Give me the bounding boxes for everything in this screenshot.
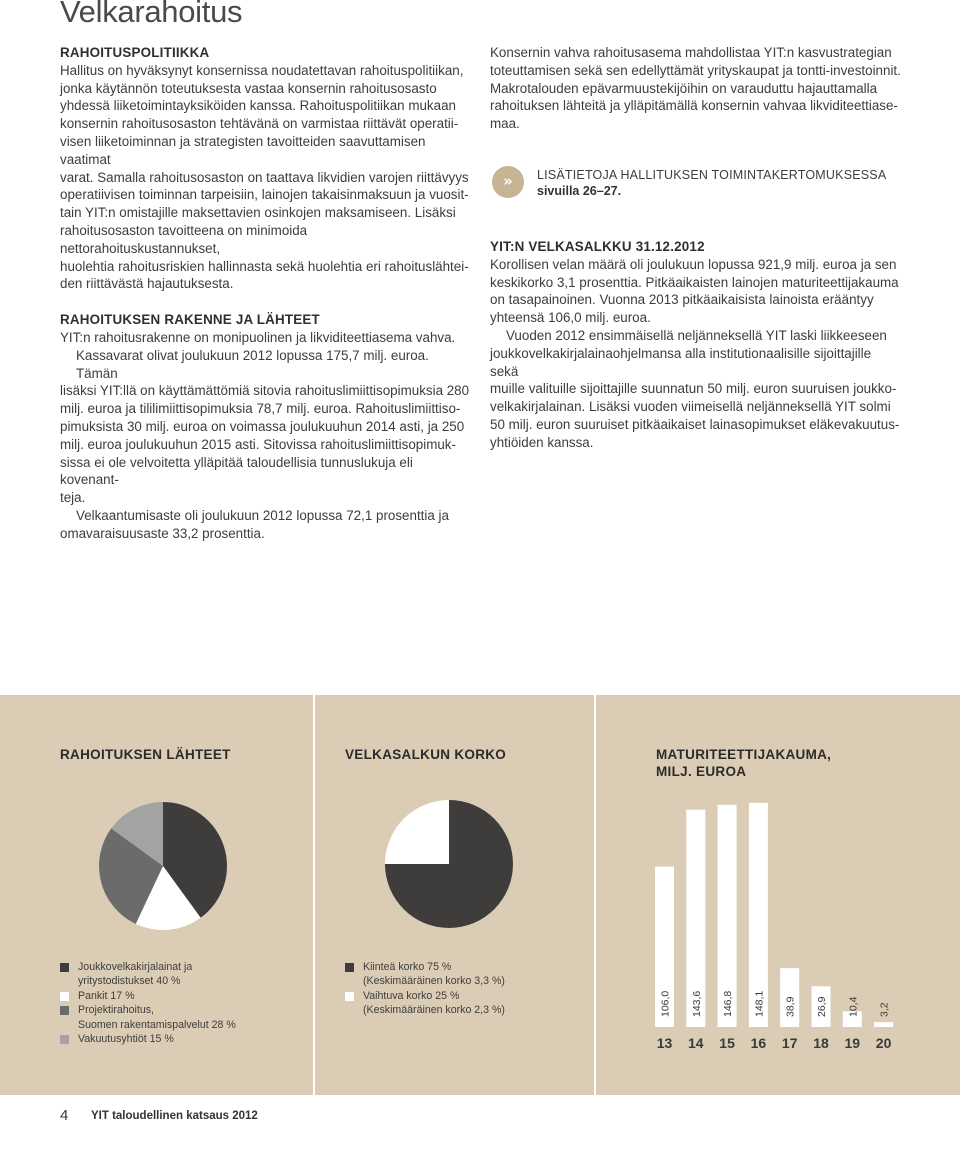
text-line: milj. euroa ja tililimiittisopimuksia 78,7 milj. euroa. Rahoituslimiittiso-	[60, 401, 461, 417]
text-line: tain YIT:n omistajille maksettavien osinkojen maksamiseen. Lisäksi	[60, 205, 456, 221]
legend-item	[60, 1003, 236, 1032]
text-line: konsernin rahoitusosaston tehtävänä on varmistaa riittävät operatii-	[60, 116, 459, 132]
text-line: on tasapainoinen. Vuonna 2013 pitkäaikaisista lainoista erääntyy	[490, 292, 874, 308]
chart-title-rahoituksen-lahteet: RAHOITUKSEN LÄHTEET	[60, 747, 231, 762]
legend-swatch	[60, 1035, 69, 1044]
text-line: rahoitusosaston tavoitteena on minimoida nettorahoituskustannukset,	[60, 222, 308, 256]
section-heading-velkasalkku: YIT:N VELKASALKKU 31.12.2012	[490, 239, 705, 254]
chart-divider	[594, 695, 596, 1095]
legend-text: Vakuutusyhtiöt 15 %	[78, 1033, 174, 1046]
bar-category-label: 13	[656, 1035, 673, 1051]
legend-item	[345, 960, 505, 989]
legend-text: Projektirahoitus,	[78, 1004, 154, 1017]
bar-value-label: 148,1	[753, 990, 766, 1017]
bar-chart-maturiteettijakauma	[645, 790, 905, 1060]
paragraph-rahoituspolitiikka	[60, 62, 470, 293]
bar-category-label: 19	[844, 1035, 861, 1051]
bar-category-label: 17	[781, 1035, 798, 1051]
paragraph-rahoitusrakenne	[60, 329, 470, 507]
more-info-label: LISÄTIETOJA HALLITUKSEN TOIMINTAKERTOMUKSESSA	[537, 168, 887, 182]
text-line: rahoituksen lähteitä ja ylläpitämällä konsernin vahvaa likviditeettiase-	[490, 98, 898, 114]
legend-item	[345, 989, 505, 1018]
chart-title-maturiteettijakauma	[656, 746, 831, 780]
section-heading-rahoituksen-rakenne: RAHOITUKSEN RAKENNE JA LÄHTEET	[60, 312, 320, 328]
bar-value-label: 38,9	[784, 996, 797, 1017]
text-line: velkakirjalainan. Lisäksi vuoden viimeisellä neljänneksellä YIT solmi	[490, 399, 891, 415]
text-line: huolehtia rahoitusriskien hallinnasta sekä huolehtia eri rahoituslähtei-	[60, 258, 469, 274]
legend-rahoituksen-lahteet	[60, 960, 236, 1046]
legend-text: Kiinteä korko 75 %	[363, 961, 452, 973]
text-line: den riittävästä hajautuksesta.	[60, 276, 234, 292]
legend-item	[60, 1032, 236, 1046]
legend-swatch	[60, 963, 69, 972]
text-line: visen liiketoiminnan ja strategisten tavoitteiden saavuttamisen vaatimat	[60, 133, 426, 167]
bar-category-label: 14	[688, 1035, 704, 1051]
text-line: yhteensä 106,0 milj. euroa.	[490, 310, 651, 326]
more-info-pages: sivuilla 26–27.	[537, 184, 622, 198]
legend-text: (Keskimääräinen korko 2,3 %)	[363, 1004, 505, 1017]
text-line: yhdessä liiketoimintayksiköiden kanssa. Rahoituspolitiikan mukaan	[60, 98, 456, 114]
text-line: maa.	[490, 116, 520, 132]
page-number: 4	[60, 1107, 69, 1124]
section-heading-rahoituspolitiikka: RAHOITUSPOLITIIKKA	[60, 45, 210, 60]
legend-swatch	[60, 992, 69, 1001]
text-line: jonka käytännön toteutuksesta vastaa konsernin rahoitusosasto	[60, 80, 437, 96]
text-line: Korollisen velan määrä oli joulukuun lopussa 921,9 milj. euroa ja sen	[490, 256, 897, 272]
paragraph-velkaantumisaste	[60, 507, 470, 543]
text-line: muille valituille sijoittajille suunnatun 50 milj. euron suuruisen joukko-	[490, 381, 897, 397]
text-line: omavaraisuusaste 33,2 prosenttia.	[60, 525, 265, 541]
legend-text: Vaihtuva korko 25 %	[363, 989, 460, 1002]
bar-category-label: 20	[875, 1035, 892, 1051]
pie-chart-rahoituksen-lahteet	[97, 800, 229, 932]
bar-category-label: 15	[719, 1035, 735, 1051]
bar-category-label: 18	[813, 1035, 829, 1051]
right-column	[490, 44, 902, 133]
legend-swatch	[60, 1006, 69, 1015]
bar-value-label: 26,9	[816, 996, 828, 1017]
text-line: sissa ei ole velvoitetta ylläpitää taloudellisia tunnuslukuja eli kovenant-	[60, 454, 413, 488]
double-chevron-icon: »	[492, 166, 524, 198]
text-line: Hallitus on hyväksynyt konsernissa noudatettavan rahoituspolitiikan,	[60, 62, 464, 78]
legend-text: (Keskimääräinen korko 3,3 %)	[363, 975, 505, 988]
legend-swatch	[345, 963, 354, 972]
velkasalkku-section	[490, 238, 902, 452]
text-line: milj. euroa joulukuuhun 2015 asti. Sitovissa rahoituslimiittisopimuk-	[60, 436, 456, 452]
legend-swatch	[345, 992, 354, 1001]
bar-category-label: 16	[750, 1035, 767, 1051]
text-line: toteuttamisen sekä sen edellyttämät yrityskaupat ja tontti-investoinnit.	[490, 62, 901, 78]
text-line: Kassavarat olivat joulukuun 2012 lopussa 175,7 milj. euroa. Tämän	[76, 347, 429, 381]
page-title: Velkarahoitus	[60, 0, 243, 29]
chart-title-line: MATURITEETTIJAKAUMA,	[656, 747, 832, 762]
legend-item	[60, 960, 236, 989]
paragraph-rahoitusasema	[490, 44, 902, 133]
legend-text: Pankit 17 %	[78, 989, 135, 1002]
chart-title-velkasalkun-korko: VELKASALKUN KORKO	[345, 747, 507, 762]
publication-title: YIT taloudellinen katsaus 2012	[91, 1110, 258, 1122]
text-line: 50 milj. euron suuruiset pitkäaikaiset lainasopimukset eläkevakuutus-	[490, 416, 900, 432]
text-line: pimuksista 30 milj. euroa on voimassa joulukuuhun 2014 asti, ja 250	[60, 418, 465, 434]
chart-title-line: MILJ. EUROA	[656, 764, 747, 779]
text-line: Vuoden 2012 ensimmäisellä neljänneksellä YIT laski liikkeeseen	[506, 327, 887, 343]
bar-value-label: 10,4	[847, 996, 860, 1017]
pie-slice	[385, 800, 449, 864]
paragraph-joukkovelkakirjalaina	[490, 327, 902, 452]
text-line: Makrotalouden epävarmuustekijöihin on varauduttu hajauttamalla	[490, 80, 878, 96]
bar-value-label: 3,2	[878, 1002, 891, 1017]
text-line: joukkovelkakirjalainaohjelmansa alla institutionaalisille sijoittajille sekä	[490, 345, 872, 379]
text-line: yhtiöiden kanssa.	[490, 434, 594, 450]
legend-text: Joukkovelkakirjalainat ja	[78, 961, 193, 973]
bar	[874, 1022, 893, 1027]
legend-text: Suomen rakentamispalvelut 28 %	[78, 1018, 236, 1031]
bar-value-label: 146,8	[722, 990, 735, 1017]
text-line: keskikorko 3,1 prosenttia. Pitkäaikaisten lainojen maturiteettijakauma	[490, 274, 899, 290]
text-line: lisäksi YIT:llä on käyttämättömiä sitovia rahoituslimiittisopimuksia 280	[60, 383, 470, 399]
legend-item	[60, 989, 236, 1003]
paragraph-korollinen-velka	[490, 256, 902, 327]
text-line: operatiivisen toiminnan tarpeisiin, lainojen takaisinmaksuun ja vuosit-	[60, 187, 469, 203]
legend-velkasalkun-korko	[345, 960, 505, 1018]
bar-value-label: 106,0	[659, 990, 672, 1017]
more-info-link[interactable]	[492, 166, 912, 206]
text-line: Velkaantumisaste oli joulukuun 2012 lopussa 72,1 prosenttia ja	[76, 507, 449, 523]
pie-chart-velkasalkun-korko	[383, 798, 515, 930]
left-column	[60, 44, 470, 543]
text-line: YIT:n rahoitusrakenne on monipuolinen ja likviditeettiasema vahva.	[60, 329, 456, 345]
charts-panel	[0, 695, 960, 1095]
text-line: teja.	[60, 490, 86, 506]
bar-value-label: 143,6	[690, 990, 703, 1017]
text-line: Konsernin vahva rahoitusasema mahdollistaa YIT:n kasvustrategian	[490, 45, 892, 60]
legend-text: yritystodistukset 40 %	[78, 975, 181, 988]
chart-divider	[313, 695, 315, 1095]
text-line: varat. Samalla rahoitusosaston on taattava likvidien varojen riittävyys	[60, 169, 469, 185]
